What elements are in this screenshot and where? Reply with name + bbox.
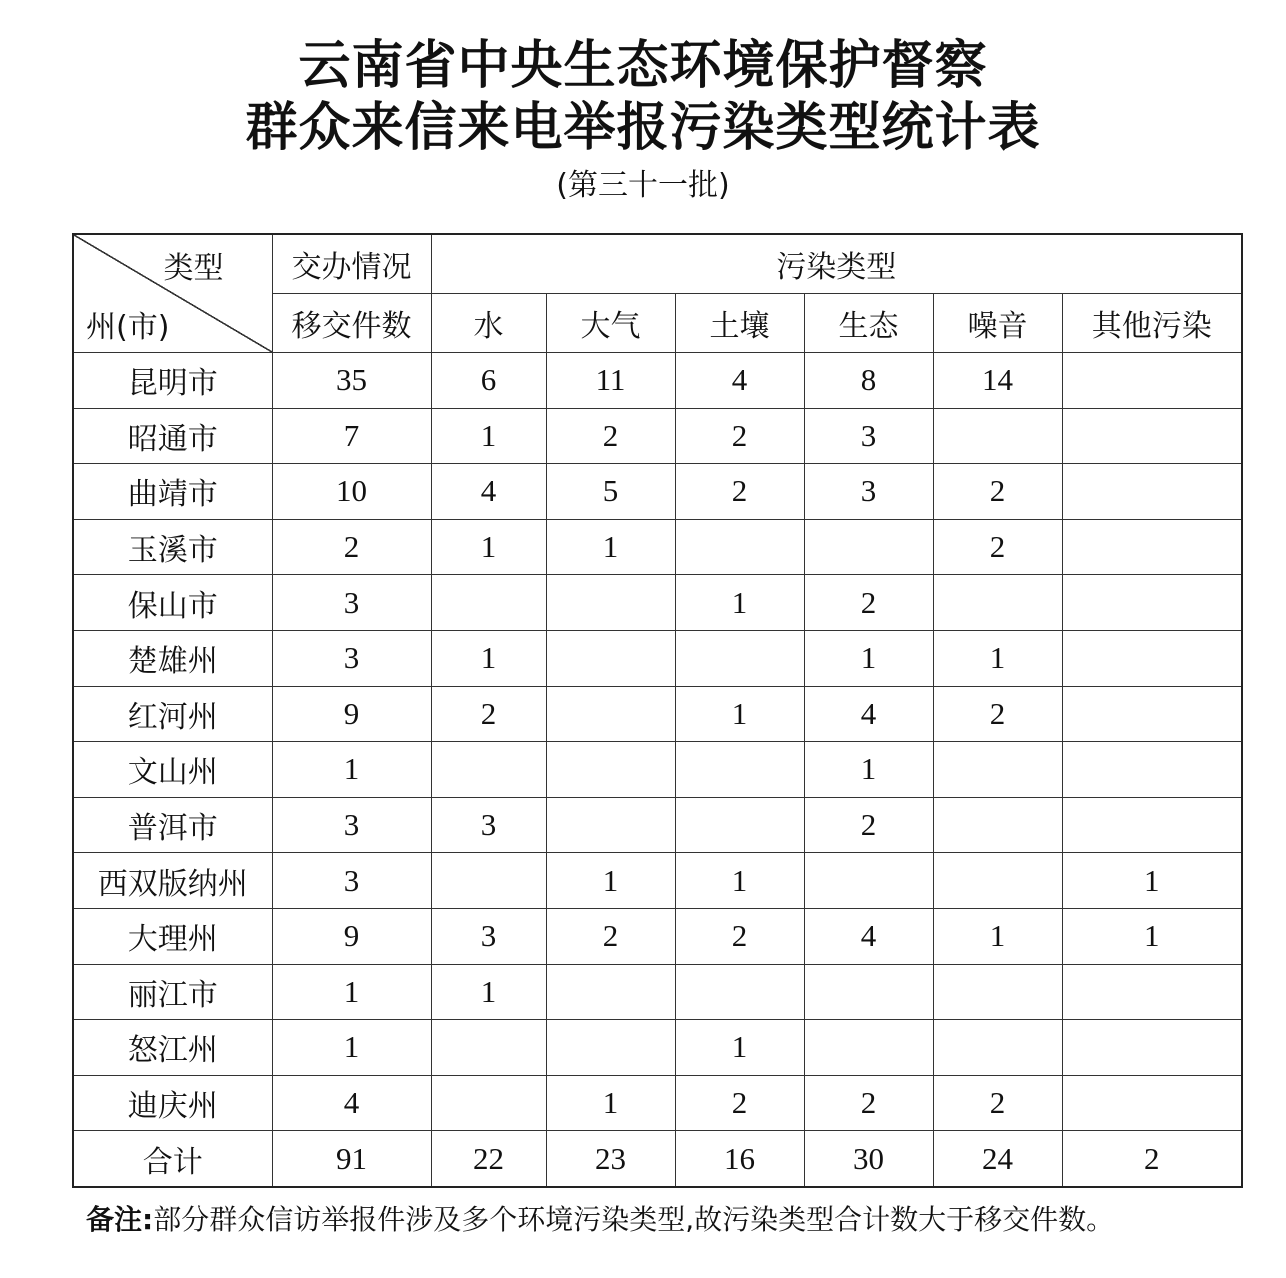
table-cell: 1 <box>431 519 546 575</box>
table-row <box>73 742 1242 798</box>
column-header: 水 <box>431 294 546 353</box>
table-row <box>73 575 1242 631</box>
table-cell <box>431 1075 546 1131</box>
table-cell: 4 <box>804 686 933 742</box>
group-assigned-header: 交办情况 <box>272 234 431 294</box>
table-cell <box>1062 630 1242 686</box>
total-cell: 30 <box>804 1131 933 1187</box>
table-cell: 6 <box>431 353 546 409</box>
table-cell: 1 <box>1062 853 1242 909</box>
table-cell: 2 <box>804 797 933 853</box>
header-row-1 <box>73 234 1242 294</box>
total-cell: 16 <box>675 1131 804 1187</box>
table-cell: 1 <box>546 519 675 575</box>
table-row <box>73 908 1242 964</box>
table-cell: 2 <box>431 686 546 742</box>
table-cell <box>1062 575 1242 631</box>
table-cell: 4 <box>272 1075 431 1131</box>
table-cell: 3 <box>431 908 546 964</box>
table-cell: 2 <box>675 908 804 964</box>
table-cell: 3 <box>272 575 431 631</box>
table-cell <box>1062 964 1242 1020</box>
total-cell: 91 <box>272 1131 431 1187</box>
table-cell: 3 <box>804 408 933 464</box>
table-cell <box>431 575 546 631</box>
table-cell <box>933 408 1062 464</box>
column-header: 噪音 <box>933 294 1062 353</box>
table-cell: 2 <box>804 1075 933 1131</box>
table-cell: 1 <box>546 853 675 909</box>
table-cell: 9 <box>272 686 431 742</box>
table-cell: 2 <box>933 1075 1062 1131</box>
table-cell: 2 <box>546 908 675 964</box>
table-cell: 10 <box>272 464 431 520</box>
total-label: 合计 <box>73 1131 272 1187</box>
table-row <box>73 964 1242 1020</box>
table-row <box>73 1020 1242 1076</box>
table-row <box>73 519 1242 575</box>
table-cell <box>933 964 1062 1020</box>
region-name: 迪庆州 <box>73 1075 272 1131</box>
region-name: 玉溪市 <box>73 519 272 575</box>
column-header: 移交件数 <box>272 294 431 353</box>
table-cell <box>933 575 1062 631</box>
table-cell: 1 <box>675 575 804 631</box>
table-cell: 2 <box>546 408 675 464</box>
column-header: 其他污染 <box>1062 294 1242 353</box>
table-cell: 2 <box>675 1075 804 1131</box>
table-cell <box>546 742 675 798</box>
table-cell <box>546 1020 675 1076</box>
table-cell <box>675 797 804 853</box>
footnote <box>86 1200 1114 1240</box>
table-cell <box>546 630 675 686</box>
table-cell: 1 <box>272 742 431 798</box>
table-cell: 1 <box>933 908 1062 964</box>
region-name: 昭通市 <box>73 408 272 464</box>
table-cell: 4 <box>804 908 933 964</box>
table-cell: 7 <box>272 408 431 464</box>
table-row <box>73 408 1242 464</box>
table-cell: 1 <box>804 630 933 686</box>
table-cell <box>804 519 933 575</box>
corner-type-label: 类型 <box>163 251 224 286</box>
column-header: 生态 <box>804 294 933 353</box>
title-line-2: 群众来信来电举报污染类型统计表 <box>245 98 1041 158</box>
table-cell: 3 <box>804 464 933 520</box>
title-line-1: 云南省中央生态环境保护督察 <box>298 36 988 96</box>
table-cell <box>933 1020 1062 1076</box>
table-cell: 2 <box>933 464 1062 520</box>
table-cell: 1 <box>675 1020 804 1076</box>
table-cell: 1 <box>431 630 546 686</box>
table-cell <box>1062 519 1242 575</box>
table-cell: 1 <box>933 630 1062 686</box>
table-row <box>73 630 1242 686</box>
table-cell: 2 <box>933 686 1062 742</box>
table-cell: 3 <box>272 630 431 686</box>
table-cell <box>546 575 675 631</box>
table-cell: 1 <box>546 1075 675 1131</box>
table-cell <box>546 686 675 742</box>
table-cell <box>933 742 1062 798</box>
table-cell: 2 <box>675 408 804 464</box>
total-cell: 24 <box>933 1131 1062 1187</box>
table-cell: 1 <box>272 1020 431 1076</box>
table-cell <box>675 964 804 1020</box>
table-cell: 2 <box>675 464 804 520</box>
table-cell <box>1062 742 1242 798</box>
table-cell <box>1062 1075 1242 1131</box>
table-cell: 3 <box>272 797 431 853</box>
table-cell: 1 <box>272 964 431 1020</box>
table-row <box>73 353 1242 409</box>
total-cell: 2 <box>1062 1131 1242 1187</box>
table-cell: 4 <box>675 353 804 409</box>
table-cell: 1 <box>431 964 546 1020</box>
table-cell <box>546 964 675 1020</box>
region-name: 楚雄州 <box>73 630 272 686</box>
corner-region-label: 州(市) <box>86 310 170 345</box>
footnote-label: 备注: <box>86 1203 154 1236</box>
group-pollution-header: 污染类型 <box>431 234 1242 294</box>
table-cell: 4 <box>431 464 546 520</box>
table-cell: 1 <box>675 686 804 742</box>
table-cell <box>546 797 675 853</box>
pollution-stats-table <box>72 233 1243 1188</box>
region-name: 怒江州 <box>73 1020 272 1076</box>
table-cell <box>431 853 546 909</box>
table-body <box>73 353 1242 1187</box>
table-cell: 8 <box>804 353 933 409</box>
region-name: 大理州 <box>73 908 272 964</box>
table-cell <box>804 853 933 909</box>
table-cell <box>1062 1020 1242 1076</box>
table-cell: 11 <box>546 353 675 409</box>
footnote-text: 部分群众信访举报件涉及多个环境污染类型,故污染类型合计数大于移交件数。 <box>153 1203 1115 1236</box>
total-cell: 22 <box>431 1131 546 1187</box>
batch-subtitle: (第三十一批) <box>556 168 730 203</box>
table-cell <box>804 964 933 1020</box>
table-cell <box>675 630 804 686</box>
table-cell <box>675 742 804 798</box>
total-row <box>73 1131 1242 1187</box>
table-cell <box>933 797 1062 853</box>
table-row <box>73 1075 1242 1131</box>
region-name: 曲靖市 <box>73 464 272 520</box>
table-cell <box>804 1020 933 1076</box>
table-cell <box>431 742 546 798</box>
table-cell <box>1062 353 1242 409</box>
table-cell: 35 <box>272 353 431 409</box>
table-row <box>73 464 1242 520</box>
table-cell: 5 <box>546 464 675 520</box>
column-header: 大气 <box>546 294 675 353</box>
table-cell: 2 <box>804 575 933 631</box>
region-name: 红河州 <box>73 686 272 742</box>
table-cell <box>1062 797 1242 853</box>
table-cell: 3 <box>272 853 431 909</box>
region-name: 丽江市 <box>73 964 272 1020</box>
table-cell <box>1062 408 1242 464</box>
total-cell: 23 <box>546 1131 675 1187</box>
table-cell: 2 <box>272 519 431 575</box>
table-cell: 1 <box>1062 908 1242 964</box>
table-row <box>73 797 1242 853</box>
table-cell: 1 <box>675 853 804 909</box>
table-cell: 1 <box>804 742 933 798</box>
region-name: 普洱市 <box>73 797 272 853</box>
table-cell <box>1062 686 1242 742</box>
region-name: 文山州 <box>73 742 272 798</box>
table-row <box>73 853 1242 909</box>
table-cell: 14 <box>933 353 1062 409</box>
corner-header-cell <box>73 234 272 353</box>
table-cell: 3 <box>431 797 546 853</box>
region-name: 昆明市 <box>73 353 272 409</box>
table-cell <box>933 853 1062 909</box>
table-cell <box>675 519 804 575</box>
region-name: 保山市 <box>73 575 272 631</box>
table-cell: 1 <box>431 408 546 464</box>
table-row <box>73 686 1242 742</box>
table-cell: 2 <box>933 519 1062 575</box>
table-cell: 9 <box>272 908 431 964</box>
region-name: 西双版纳州 <box>73 853 272 909</box>
column-header: 土壤 <box>675 294 804 353</box>
table-cell <box>1062 464 1242 520</box>
table-cell <box>431 1020 546 1076</box>
